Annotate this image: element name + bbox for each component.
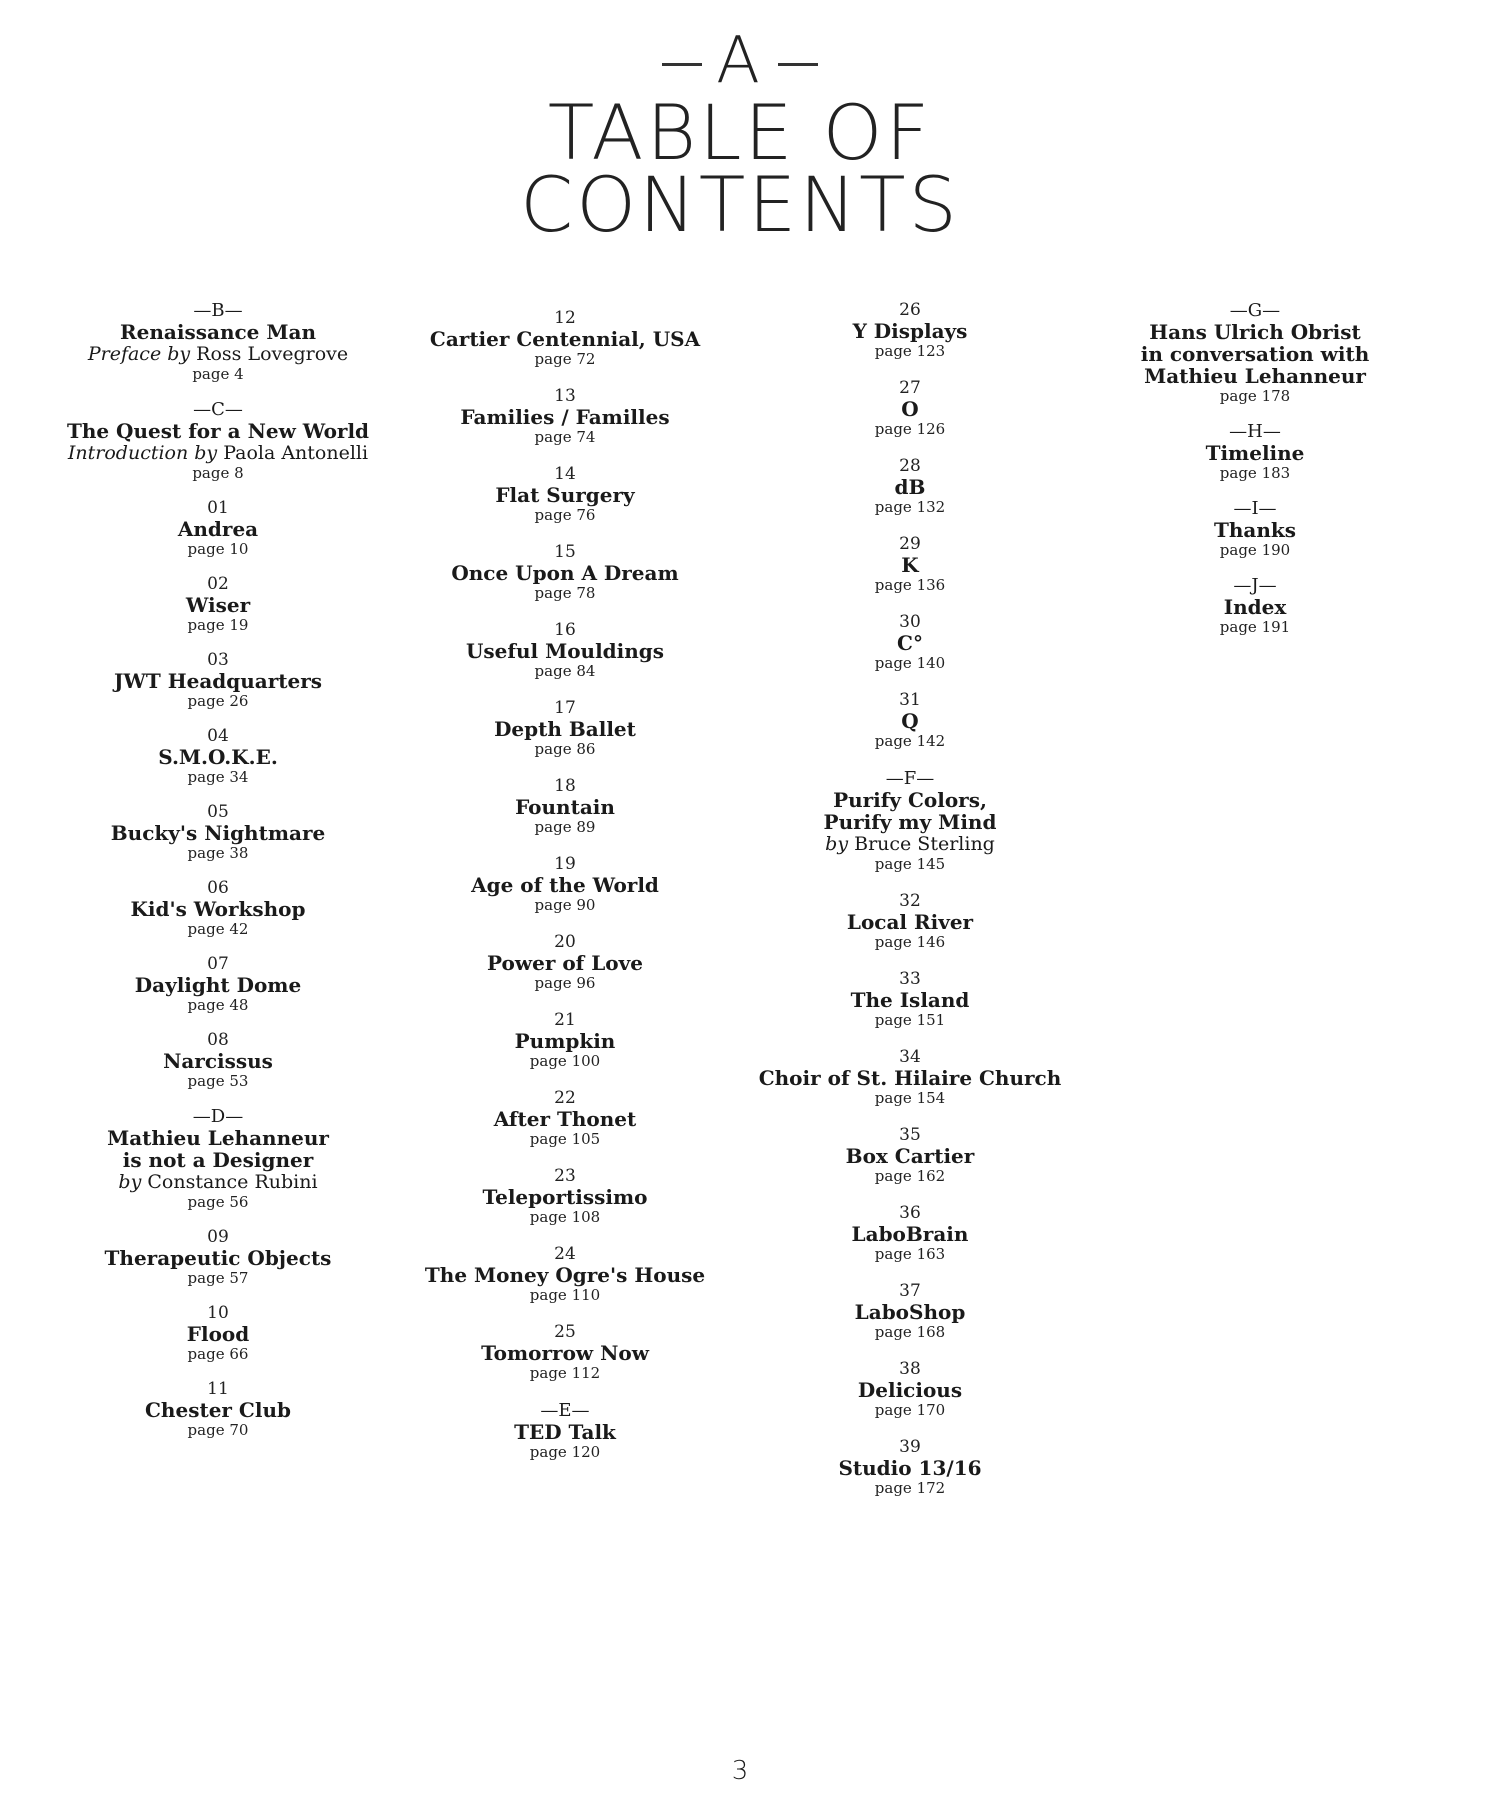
entry-page: page 142 [874,732,946,750]
entry-page: page 10 [187,540,249,558]
entry-credit-name: Bruce Sterling [848,833,995,855]
entry-credit-role: Preface by [87,343,191,365]
page-title-line2: CONTENTS [520,160,960,249]
toc-entry [58,1303,378,1363]
entry-page: page 123 [874,342,946,360]
entry-page: page 48 [187,996,249,1014]
entry-credit-name: Ross Lovegrove [190,343,349,365]
entry-number: 33 [899,969,921,989]
entry-title: Purify Colors, [833,788,987,812]
entry-page: page 38 [187,844,249,862]
toc-entry [58,574,378,634]
toc-entry [58,399,378,482]
entry-page: page 136 [874,576,946,594]
toc-entry [750,1125,1070,1185]
entry-number: 34 [899,1047,921,1067]
page-title-line1: TABLE OF [547,88,933,177]
entry-page: page 26 [187,692,249,710]
toc-entry [1095,575,1415,636]
entry-title: Bucky's Nightmare [110,821,326,845]
entry-credit-role: Introduction by [67,442,218,464]
entry-title: Cartier Centennial, USA [429,327,701,351]
entry-number: 37 [899,1281,921,1301]
toc-entry [405,620,725,680]
toc-entry [1095,498,1415,559]
toc-column [405,308,725,1461]
toc-column [58,300,378,1439]
entry-page: page 178 [1219,387,1291,405]
toc-entry [750,768,1070,873]
entry-page: page 78 [534,584,596,602]
entry-page: page 163 [874,1245,946,1263]
toc-entry [405,542,725,602]
entry-number: 36 [899,1203,921,1223]
toc-entry [750,1281,1070,1341]
section-letter: A [716,24,764,98]
entry-title: Depth Ballet [494,717,636,741]
page-number: 3 [731,1756,749,1786]
entry-title: Wiser [185,593,251,617]
toc-entry [58,650,378,710]
entry-page: page 108 [529,1208,601,1226]
entry-title: C° [897,631,923,655]
entry-number: 31 [899,690,921,710]
entry-number: 30 [899,612,921,632]
entry-page: page 100 [529,1052,601,1070]
entry-page: page 162 [874,1167,946,1185]
entry-credit-role: by [825,833,849,855]
entry-title: The Quest for a New World [66,419,370,443]
entry-page: page 151 [874,1011,946,1029]
entry-title: Y Displays [852,319,968,343]
entry-number: 03 [207,650,229,670]
toc-entry [58,1227,378,1287]
toc-entry [750,534,1070,594]
entry-credit [750,833,1070,855]
entry-page: page 66 [187,1345,249,1363]
toc-entry [405,1088,725,1148]
entry-number: 21 [554,1010,576,1030]
entry-page: page 56 [187,1193,249,1211]
entry-title: Teleportissimo [482,1185,648,1209]
entry-page: page 96 [534,974,596,992]
section-marker: —C— [193,399,243,420]
section-marker: —F— [885,768,935,789]
toc-entry [750,300,1070,360]
entry-title-line3: Mathieu Lehanneur [1144,364,1366,388]
entry-page: page 120 [529,1443,601,1461]
toc-entry [405,386,725,446]
entry-number: 39 [899,1437,921,1457]
entry-number: 15 [554,542,576,562]
entry-title: TED Talk [514,1420,616,1444]
entry-page: page 53 [187,1072,249,1090]
entry-number: 08 [207,1030,229,1050]
toc-entry [405,854,725,914]
entry-number: 14 [554,464,576,484]
entry-title: Box Cartier [845,1144,975,1168]
dash-right [778,63,818,66]
entry-title: Andrea [177,517,259,541]
entry-number: 16 [554,620,576,640]
entry-number: 17 [554,698,576,718]
entry-number: 04 [207,726,229,746]
entry-title: Fountain [515,795,615,819]
entry-title: Q [901,709,919,733]
entry-page: page 34 [187,768,249,786]
entry-number: 20 [554,932,576,952]
entry-title: Age of the World [471,873,659,897]
entry-number: 23 [554,1166,576,1186]
toc-entry [750,1203,1070,1263]
entry-page: page 168 [874,1323,946,1341]
toc-column [750,300,1070,1497]
toc-column [1095,300,1415,636]
entry-number: 07 [207,954,229,974]
entry-number: 01 [207,498,229,518]
toc-entry [405,1166,725,1226]
entry-number: 38 [899,1359,921,1379]
toc-entry [750,891,1070,951]
entry-title: Tomorrow Now [481,1341,649,1365]
entry-credit [58,442,378,464]
toc-entry [1095,300,1415,405]
toc-entry [58,1379,378,1439]
entry-number: 11 [207,1379,229,1399]
entry-title-line2: Purify my Mind [823,810,997,834]
entry-number: 29 [899,534,921,554]
section-marker: —J— [1233,575,1277,596]
entry-page: page 110 [529,1286,601,1304]
toc-entry [58,1106,378,1211]
entry-title: Power of Love [487,951,643,975]
entry-title: Chester Club [145,1398,291,1422]
entry-page: page 170 [874,1401,946,1419]
toc-entry [750,1359,1070,1419]
entry-title: Daylight Dome [134,973,302,997]
entry-title: LaboShop [854,1300,966,1324]
toc-entry [58,878,378,938]
entry-title: O [901,397,919,421]
toc-entry [58,802,378,862]
entry-title: Studio 13/16 [838,1456,982,1480]
entry-page: page 4 [192,365,244,383]
entry-page: page 86 [534,740,596,758]
entry-title: Once Upon A Dream [451,561,679,585]
entry-title-line2: in conversation with [1140,342,1370,366]
toc-entry [750,612,1070,672]
entry-title: Narcissus [163,1049,273,1073]
toc-entry [750,690,1070,750]
entry-number: 32 [899,891,921,911]
section-letter-a [0,25,1480,97]
entry-title: Timeline [1205,441,1305,465]
toc-entry [405,1400,725,1461]
entry-number: 24 [554,1244,576,1264]
entry-page: page 42 [187,920,249,938]
toc-entry [750,378,1070,438]
entry-page: page 89 [534,818,596,836]
entry-credit [58,343,378,365]
entry-number: 27 [899,378,921,398]
toc-entry [58,954,378,1014]
entry-page: page 140 [874,654,946,672]
entry-page: page 112 [529,1364,601,1382]
entry-page: page 19 [187,616,249,634]
entry-page: page 74 [534,428,596,446]
entry-number: 35 [899,1125,921,1145]
entry-page: page 146 [874,933,946,951]
entry-title: Delicious [857,1378,963,1402]
entry-number: 19 [554,854,576,874]
entry-page: page 72 [534,350,596,368]
section-marker: —I— [1233,498,1277,519]
entry-credit-role: by [118,1171,142,1193]
toc-entry [750,1437,1070,1497]
entry-title: Local River [846,910,974,934]
entry-title: Flood [186,1322,250,1346]
entry-number: 13 [554,386,576,406]
entry-title: Index [1223,595,1287,619]
section-marker: —D— [192,1106,244,1127]
entry-title: LaboBrain [851,1222,969,1246]
toc-entry [405,776,725,836]
dash-left [662,63,702,66]
entry-title: dB [894,475,926,499]
entry-title: Families / Familles [460,405,670,429]
entry-number: 28 [899,456,921,476]
entry-credit-name: Paola Antonelli [217,442,369,464]
entry-credit [58,1171,378,1193]
entry-title: Hans Ulrich Obrist [1149,320,1361,344]
toc-entry [405,698,725,758]
entry-page: page 105 [529,1130,601,1148]
entry-page: page 145 [874,855,946,873]
entry-title: Renaissance Man [120,320,316,344]
entry-title: Useful Mouldings [465,639,665,663]
entry-number: 26 [899,300,921,320]
entry-page: page 57 [187,1269,249,1287]
toc-entry [405,1322,725,1382]
section-marker: —E— [540,1400,590,1421]
entry-title: The Island [850,988,970,1012]
section-marker: —G— [1229,300,1281,321]
toc-entry [750,1047,1070,1107]
toc-entry [405,308,725,368]
entry-page: page 190 [1219,541,1291,559]
entry-title: S.M.O.K.E. [158,745,278,769]
entry-number: 25 [554,1322,576,1342]
entry-number: 18 [554,776,576,796]
entry-page: page 76 [534,506,596,524]
entry-number: 22 [554,1088,576,1108]
entry-title: Therapeutic Objects [104,1246,332,1270]
entry-page: page 172 [874,1479,946,1497]
entry-page: page 126 [874,420,946,438]
entry-title: Mathieu Lehanneur [107,1126,329,1150]
entry-title: Kid's Workshop [130,897,306,921]
entry-page: page 132 [874,498,946,516]
entry-page: page 84 [534,662,596,680]
toc-entry [58,726,378,786]
entry-page: page 183 [1219,464,1291,482]
entry-title: Pumpkin [514,1029,616,1053]
entry-title: Flat Surgery [495,483,635,507]
section-marker: —B— [193,300,243,321]
toc-entry [405,932,725,992]
entry-title: Thanks [1213,518,1297,542]
entry-title: JWT Headquarters [113,669,323,693]
toc-entry [405,464,725,524]
toc-entry [58,498,378,558]
entry-page: page 8 [192,464,244,482]
entry-title: Choir of St. Hilaire Church [758,1066,1062,1090]
entry-title: The Money Ogre's House [424,1263,706,1287]
entry-page: page 191 [1219,618,1291,636]
entry-number: 09 [207,1227,229,1247]
header [0,24,1480,249]
entry-title: K [901,553,919,577]
toc-entry [1095,421,1415,482]
entry-number: 12 [554,308,576,328]
entry-number: 06 [207,878,229,898]
entry-number: 02 [207,574,229,594]
toc-entry [750,456,1070,516]
toc-entry [750,969,1070,1029]
entry-title-line2: is not a Designer [122,1148,314,1172]
entry-page: page 154 [874,1089,946,1107]
entry-number: 10 [207,1303,229,1323]
entry-title: After Thonet [493,1107,637,1131]
entry-credit-name: Constance Rubini [141,1171,318,1193]
entry-page: page 70 [187,1421,249,1439]
toc-entry [58,300,378,383]
entry-number: 05 [207,802,229,822]
toc-entry [405,1244,725,1304]
toc-entry [58,1030,378,1090]
entry-page: page 90 [534,896,596,914]
section-marker: —H— [1229,421,1281,442]
toc-entry [405,1010,725,1070]
